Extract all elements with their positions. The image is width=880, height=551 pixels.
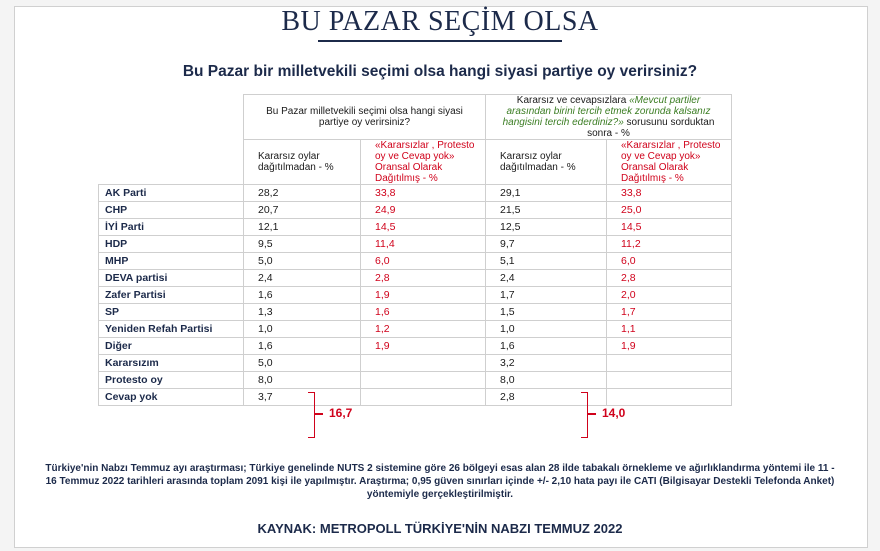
cell-c2 — [361, 389, 486, 406]
blank-corner-2 — [99, 140, 244, 185]
bracket-group1-total: 16,7 — [329, 406, 353, 420]
cell-party: Cevap yok — [99, 389, 244, 406]
blank-corner — [99, 95, 244, 140]
cell-c3: 1,7 — [486, 287, 607, 304]
methodology-footnote: Türkiye'nin Nabzı Temmuz ayı araştırması; Türkiye genelinde NUTS 2 sistemine göre 26 bölgeyi esas alan 28 ilde tabakalı örnekleme ve ağırlıklandırma yöntemi ile 11 - 16 Temmuz 2022 tarihleri arasında toplam 2091 kişi ile yapılmıştır. Araştırma; 0,95 güven sınırları içinde +/- 2,10 hata payı ile CATI (Bilgisayar Destekli Telefonda Anket) yöntemiyle gerçekleştirilmiştir. — [45, 463, 835, 500]
title-underline — [318, 40, 562, 42]
cell-party: HDP — [99, 236, 244, 253]
cell-c2: 1,9 — [361, 338, 486, 355]
cell-c3: 29,1 — [486, 185, 607, 202]
cell-party: Protesto oy — [99, 372, 244, 389]
cell-party: Kararsızım — [99, 355, 244, 372]
table-row — [99, 287, 732, 304]
source-line: KAYNAK: METROPOLL TÜRKİYE'NİN NABZI TEMMUZ 2022 — [257, 521, 623, 536]
bracket-group1 — [308, 392, 315, 438]
cell-party: Zafer Partisi — [99, 287, 244, 304]
cell-c3: 2,8 — [486, 389, 607, 406]
table-row — [99, 338, 732, 355]
cell-c1: 1,0 — [244, 321, 361, 338]
cell-c3: 8,0 — [486, 372, 607, 389]
cell-c2 — [361, 372, 486, 389]
poll-table — [98, 94, 732, 406]
cell-c1: 8,0 — [244, 372, 361, 389]
cell-c1: 1,6 — [244, 338, 361, 355]
table-row — [99, 185, 732, 202]
cell-c2: 2,8 — [361, 270, 486, 287]
group2-prefix: Kararsız ve cevapsızlara — [516, 95, 630, 106]
cell-c4: 1,9 — [607, 338, 732, 355]
cell-c2 — [361, 355, 486, 372]
cell-party: Yeniden Refah Partisi — [99, 321, 244, 338]
cell-c1: 1,3 — [244, 304, 361, 321]
cell-c1: 9,5 — [244, 236, 361, 253]
cell-c2: 1,2 — [361, 321, 486, 338]
cell-c3: 2,4 — [486, 270, 607, 287]
table-row — [99, 372, 732, 389]
cell-c1: 28,2 — [244, 185, 361, 202]
cell-c3: 21,5 — [486, 202, 607, 219]
cell-c4: 6,0 — [607, 253, 732, 270]
group2-header — [486, 95, 732, 140]
cell-c1: 2,4 — [244, 270, 361, 287]
table-row — [99, 304, 732, 321]
table-row — [99, 321, 732, 338]
cell-c2: 6,0 — [361, 253, 486, 270]
table-row — [99, 219, 732, 236]
cell-c2: 1,6 — [361, 304, 486, 321]
cell-c1: 3,7 — [244, 389, 361, 406]
cell-c4: 33,8 — [607, 185, 732, 202]
cell-c4 — [607, 355, 732, 372]
cell-party: DEVA partisi — [99, 270, 244, 287]
cell-c3: 1,0 — [486, 321, 607, 338]
cell-c2: 24,9 — [361, 202, 486, 219]
cell-c4: 1,7 — [607, 304, 732, 321]
col-header-c1: Kararsız oylar dağıtılmadan - % — [244, 140, 361, 185]
bracket-group1-tick — [315, 413, 323, 415]
cell-c1: 12,1 — [244, 219, 361, 236]
cell-c1: 5,0 — [244, 355, 361, 372]
cell-c4 — [607, 389, 732, 406]
col-header-c3: Kararsız oylar dağıtılmadan - % — [486, 140, 607, 185]
cell-party: AK Parti — [99, 185, 244, 202]
cell-party: CHP — [99, 202, 244, 219]
col-header-c2: «Kararsızlar , Protesto oy ve Cevap yok» Oransal Olarak Dağıtılmış - % — [361, 140, 486, 185]
cell-party: İYİ Parti — [99, 219, 244, 236]
col-header-c4: «Kararsızlar , Protesto oy ve Cevap yok» Oransal Olarak Dağıtılmış - % — [607, 140, 732, 185]
group1-header: Bu Pazar milletvekili seçimi olsa hangi siyasi partiye oy verirsiniz? — [244, 95, 486, 140]
cell-c4: 2,8 — [607, 270, 732, 287]
group2-suffix: sorusunu sorduktan sonra - % — [587, 117, 715, 139]
cell-party: SP — [99, 304, 244, 321]
cell-c4: 25,0 — [607, 202, 732, 219]
table-row — [99, 389, 732, 406]
cell-c2: 11,4 — [361, 236, 486, 253]
cell-c1: 20,7 — [244, 202, 361, 219]
cell-c3: 9,7 — [486, 236, 607, 253]
cell-party: Diğer — [99, 338, 244, 355]
table-row — [99, 236, 732, 253]
survey-question: Bu Pazar bir milletvekili seçimi olsa hangi siyasi partiye oy verirsiniz? — [182, 63, 698, 80]
cell-c4: 1,1 — [607, 321, 732, 338]
table-row — [99, 270, 732, 287]
group2-quote: «Mevcut partiler arasından birini tercih etmek zorunda kalsanız hangisini tercih ederdiniz?» — [502, 95, 711, 128]
page-title: BU PAZAR SEÇİM OLSA — [281, 6, 599, 37]
cell-c3: 1,5 — [486, 304, 607, 321]
bracket-group2 — [581, 392, 588, 438]
cell-c2: 33,8 — [361, 185, 486, 202]
table-row — [99, 253, 732, 270]
cell-c4: 2,0 — [607, 287, 732, 304]
cell-c3: 1,6 — [486, 338, 607, 355]
cell-party: MHP — [99, 253, 244, 270]
bracket-group2-total: 14,0 — [602, 406, 626, 420]
cell-c4: 14,5 — [607, 219, 732, 236]
table-row — [99, 355, 732, 372]
cell-c1: 5,0 — [244, 253, 361, 270]
cell-c3: 12,5 — [486, 219, 607, 236]
bracket-group2-tick — [588, 413, 596, 415]
cell-c2: 14,5 — [361, 219, 486, 236]
cell-c4 — [607, 372, 732, 389]
cell-c4: 11,2 — [607, 236, 732, 253]
cell-c2: 1,9 — [361, 287, 486, 304]
cell-c1: 1,6 — [244, 287, 361, 304]
cell-c3: 5,1 — [486, 253, 607, 270]
table-row — [99, 202, 732, 219]
cell-c3: 3,2 — [486, 355, 607, 372]
